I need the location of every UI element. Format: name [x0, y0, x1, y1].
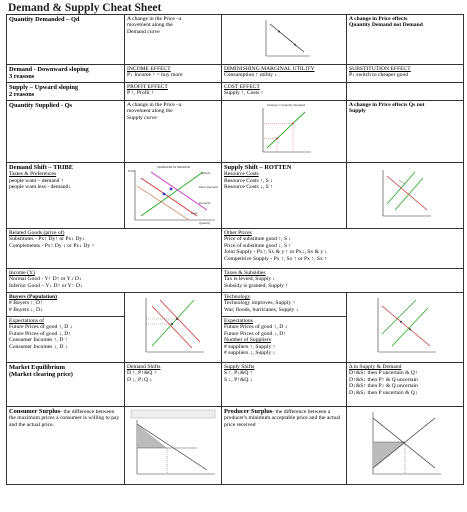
row-income	[7, 269, 464, 293]
qd-desc-line: Demand curve	[127, 28, 160, 35]
income-cell	[7, 269, 222, 293]
expectations-head: Expectations of	[9, 318, 44, 324]
qs-label-cell	[7, 101, 125, 163]
expectations-line: Consumer Incomes ↓, D ↓	[9, 343, 68, 350]
qs-label: Quantity Supplied - Qs	[9, 102, 73, 109]
buyers-line: # Buyers ↓, D↓	[9, 306, 43, 313]
expectations-line: Consumer Incomes ↑, D ↑	[9, 337, 68, 344]
tastes-line: people want less - demand↓	[9, 184, 72, 191]
technology-line: War, floods, hurricanes, Supply ↓	[224, 306, 299, 313]
row-surplus	[7, 407, 464, 485]
consumer-surplus-text: - the difference between the maximum prices a consumer is willing to pay and the actual price.	[9, 409, 120, 428]
both-shifts-cell	[347, 363, 464, 407]
substitution-effect-text: P↓ switch to cheaper good	[349, 72, 409, 79]
related-goods-line: Substitutes - Px↑ Dy↑ or Px↓ Dy↓	[9, 236, 86, 243]
resource-costs-cell	[222, 163, 347, 229]
buyers-head: Buyers (Population)	[9, 294, 58, 300]
technology-head: Technology	[224, 294, 251, 300]
income-line: Inferior Good – Y↓ D↑ or Y↑ D↓	[9, 282, 83, 289]
both-shifts-line: D↓&S↓ then P uncertain & Q↓	[349, 389, 418, 396]
taxes-head: Taxes & Subsidies	[224, 270, 266, 276]
demand-curve-graph	[254, 16, 314, 60]
tastes-head: Tastes & Preferences	[9, 171, 57, 178]
qd-note-line: A change in Price effects	[349, 16, 408, 22]
expectations-line: Future Prices of good ↓, D↑	[9, 330, 72, 337]
supply-shifts-head: Supply Shifts	[224, 364, 255, 370]
both-shifts-line: D↑&S↓ then P↑ & Q uncertain	[349, 376, 418, 383]
related-goods-head: Related Goods (price of)	[9, 230, 65, 236]
demand-shift-graph-title: INCREASE IN DEMAND	[157, 165, 191, 169]
other-prices-line: Price of substitute good ↑, S ↓	[224, 236, 292, 243]
qd-desc-line: movement along the	[127, 22, 173, 29]
resource-costs-line: Resource Costs ↑, S ↓	[224, 177, 273, 184]
technology-cell	[222, 293, 347, 317]
profit-effect-cell	[125, 83, 222, 101]
producer-surplus-head: Producer Surplus	[224, 408, 273, 415]
quantity-axis-label: Quantity	[199, 221, 211, 225]
supply-graph-cell	[347, 293, 464, 363]
qs-desc-line: Supply curve	[127, 114, 157, 121]
equilibrium-label-cell	[7, 363, 125, 407]
substitution-effect-head: SUBSTITUTION EFFECT	[349, 66, 411, 72]
supply-shifts-cell	[222, 363, 347, 407]
supply-shift-graph-cell	[347, 163, 464, 229]
row-supply-slope	[7, 83, 464, 101]
qs-graph-title: Change in Quantity Supplied	[267, 103, 306, 107]
profit-effect-text: P ↑, Profit ↑	[127, 90, 154, 97]
supply-slope-label-cell	[7, 83, 125, 101]
equilibrium-label: Market Equilibrium	[9, 364, 65, 371]
demand-slope-reasons: 3 reasons	[9, 73, 35, 81]
both-shifts-head: Δ in Supply & Demand	[349, 364, 402, 370]
producer-surplus-graph-cell	[347, 407, 464, 485]
less-label: Less	[191, 211, 198, 215]
demand-shifts-cell	[125, 363, 222, 407]
consumer-surplus-graph	[127, 408, 219, 478]
qd-desc-line: A change in the Price –a	[127, 16, 182, 22]
demand-shifts-head: Demand Shifts	[127, 364, 161, 370]
taxes-line: Subsidy is granted, Supply ↑	[224, 282, 289, 289]
page-title: Demand & Supply Cheat Sheet	[8, 2, 162, 14]
supply-increase-graph	[370, 294, 440, 356]
number-suppliers-line: # suppliers ↓, Supply ↓	[224, 350, 276, 357]
row-shifts	[7, 163, 464, 229]
consumer-surplus-cell	[7, 407, 125, 485]
demand-shift-graph-cell	[125, 163, 222, 229]
profit-effect-head: PROFIT EFFECT	[127, 84, 168, 90]
supply-shift-graph	[375, 164, 435, 222]
other-prices-head: Other Prices	[224, 230, 252, 236]
qd-note-cell	[347, 15, 464, 65]
supply-expectations-line: Future Prices of good ↑, D ↓	[224, 324, 288, 331]
producer-surplus-text: - the difference between a producer's minimum acceptable price and the actual price received	[224, 409, 341, 428]
producer-surplus-cell	[222, 407, 347, 485]
qs-desc-cell	[125, 101, 222, 163]
producer-surplus-graph	[365, 408, 445, 478]
supply-curve-label: Supply	[201, 171, 211, 175]
demand-shifts-line: D ↑, P↑&Q ↑	[127, 370, 157, 377]
supply-shifts-line: S ↓, P↑&Q ↓	[224, 376, 253, 383]
qd-graph-cell	[222, 15, 347, 65]
qs-note-cell	[347, 101, 464, 163]
supply-curve-graph	[253, 102, 315, 158]
cost-effect-text: Supply ↑, Costs ↑	[224, 90, 264, 97]
row-demand-slope	[7, 65, 464, 83]
supply-expectations-head: Expectations	[224, 318, 253, 324]
supply-shift-head: Supply Shift – ROTTEN	[224, 164, 292, 171]
row-buyers	[7, 293, 464, 317]
income-effect-head: INCOME EFFECT	[127, 66, 171, 72]
income-effect-text: P↓ Income ↑ = buy more	[127, 72, 183, 79]
technology-line: Technology improves, Supply ↑	[224, 300, 296, 307]
demand-slope-label: Demand - Downward sloping	[9, 66, 89, 73]
demand-label: Demand	[199, 201, 211, 205]
dmu-head: DIMINISHING MARGINAL UTILITY	[224, 66, 315, 72]
taxes-line: Tax is levied, Supply ↓	[224, 276, 276, 283]
market-shift-graph	[138, 294, 208, 356]
related-goods-cell	[7, 229, 222, 269]
qs-note-line: Supply	[349, 108, 366, 115]
price-axis-label: Price	[128, 169, 135, 173]
resource-costs-head: Resource Costs	[224, 171, 259, 178]
supply-expectations-cell	[222, 317, 347, 363]
row-quantity-demanded	[7, 15, 464, 65]
demand-shifts-line: D ↓, P↓Q ↓	[127, 376, 153, 383]
expectations-line: Future Prices of good ↑, D ↓	[9, 324, 73, 331]
other-prices-line: Joint Supply - Px↑, Sx & y ↑ or Px↓, Sx & y ↓	[224, 249, 328, 256]
row-equilibrium	[7, 363, 464, 407]
empty-cell	[347, 83, 464, 101]
consumer-surplus-head: Consumer Surplus	[9, 408, 61, 415]
cheat-sheet-table	[6, 14, 464, 485]
both-shifts-line: D↑&S↑ then P uncertain & Q↑	[349, 370, 418, 377]
other-prices-cell	[222, 229, 464, 269]
income-line: Normal Good - Y↑ D↑ or Y↓ D↓	[9, 276, 82, 283]
qs-desc-line: A change in the Price –a	[127, 102, 182, 108]
supply-slope-reasons: 2 reasons	[9, 91, 35, 99]
equilibrium-sublabel: (Market clearing price)	[9, 371, 73, 379]
more-demand-label: More Demand	[199, 185, 219, 189]
qd-note-line: Quantity Demand not Demand	[349, 22, 423, 29]
income-head: Income (Y)	[9, 270, 35, 276]
buyers-line: # Buyers ↑, D↑	[9, 300, 43, 307]
other-prices-line: Price of substitute good ↓, S ↑	[224, 242, 292, 249]
cost-effect-cell	[222, 83, 347, 101]
qd-label-cell	[7, 15, 125, 65]
income-effect-cell	[125, 65, 222, 83]
number-suppliers-head: Number of Suppliers	[224, 337, 271, 344]
demand-shift-graph	[127, 164, 219, 226]
qd-label: Quantity Demanded – Qd	[9, 16, 80, 23]
both-shifts-line: D↓&S↑ then P↓ & Q uncertain	[349, 383, 418, 390]
market-graph-cell	[125, 293, 222, 363]
demand-shift-head: Demand Shift – TRIBE	[9, 164, 73, 171]
dmu-text: Consumption ↑ utility ↓	[224, 72, 278, 79]
supply-expectations-line: Future Prices of good ↓, D↑	[224, 330, 287, 337]
buyers-cell	[7, 293, 125, 317]
supply-slope-label: Supply – Upward sloping	[9, 84, 79, 91]
row-quantity-supplied	[7, 101, 464, 163]
expectations-cell	[7, 317, 125, 363]
qs-note-line: A change in Price effects Qs not	[349, 102, 425, 108]
substitution-effect-cell	[347, 65, 464, 83]
qd-desc-cell	[125, 15, 222, 65]
resource-costs-line: Resource Costs ↓, S ↑	[224, 184, 273, 191]
tastes-cell	[7, 163, 125, 229]
tastes-line: people want – demand ↑	[9, 177, 64, 184]
qs-desc-line: movement along the	[127, 108, 173, 115]
dmu-cell	[222, 65, 347, 83]
cost-effect-head: COST EFFECT	[224, 84, 260, 90]
supply-shifts-line: S ↑, P↓&Q ↑	[224, 370, 253, 377]
taxes-cell	[222, 269, 464, 293]
consumer-surplus-graph-cell	[125, 407, 222, 485]
other-prices-line: Competitive Supply - Px ↑, Sx ↑ or Px ↑, Sx ↑	[224, 255, 328, 262]
row-related-goods	[7, 229, 464, 269]
qs-graph-cell	[222, 101, 347, 163]
demand-slope-label-cell	[7, 65, 125, 83]
number-suppliers-line: # suppliers ↑, Supply ↑	[224, 343, 276, 350]
related-goods-line: Complements - Px↑ Dy ↓ or Px↓ Dy ↑	[9, 242, 95, 249]
